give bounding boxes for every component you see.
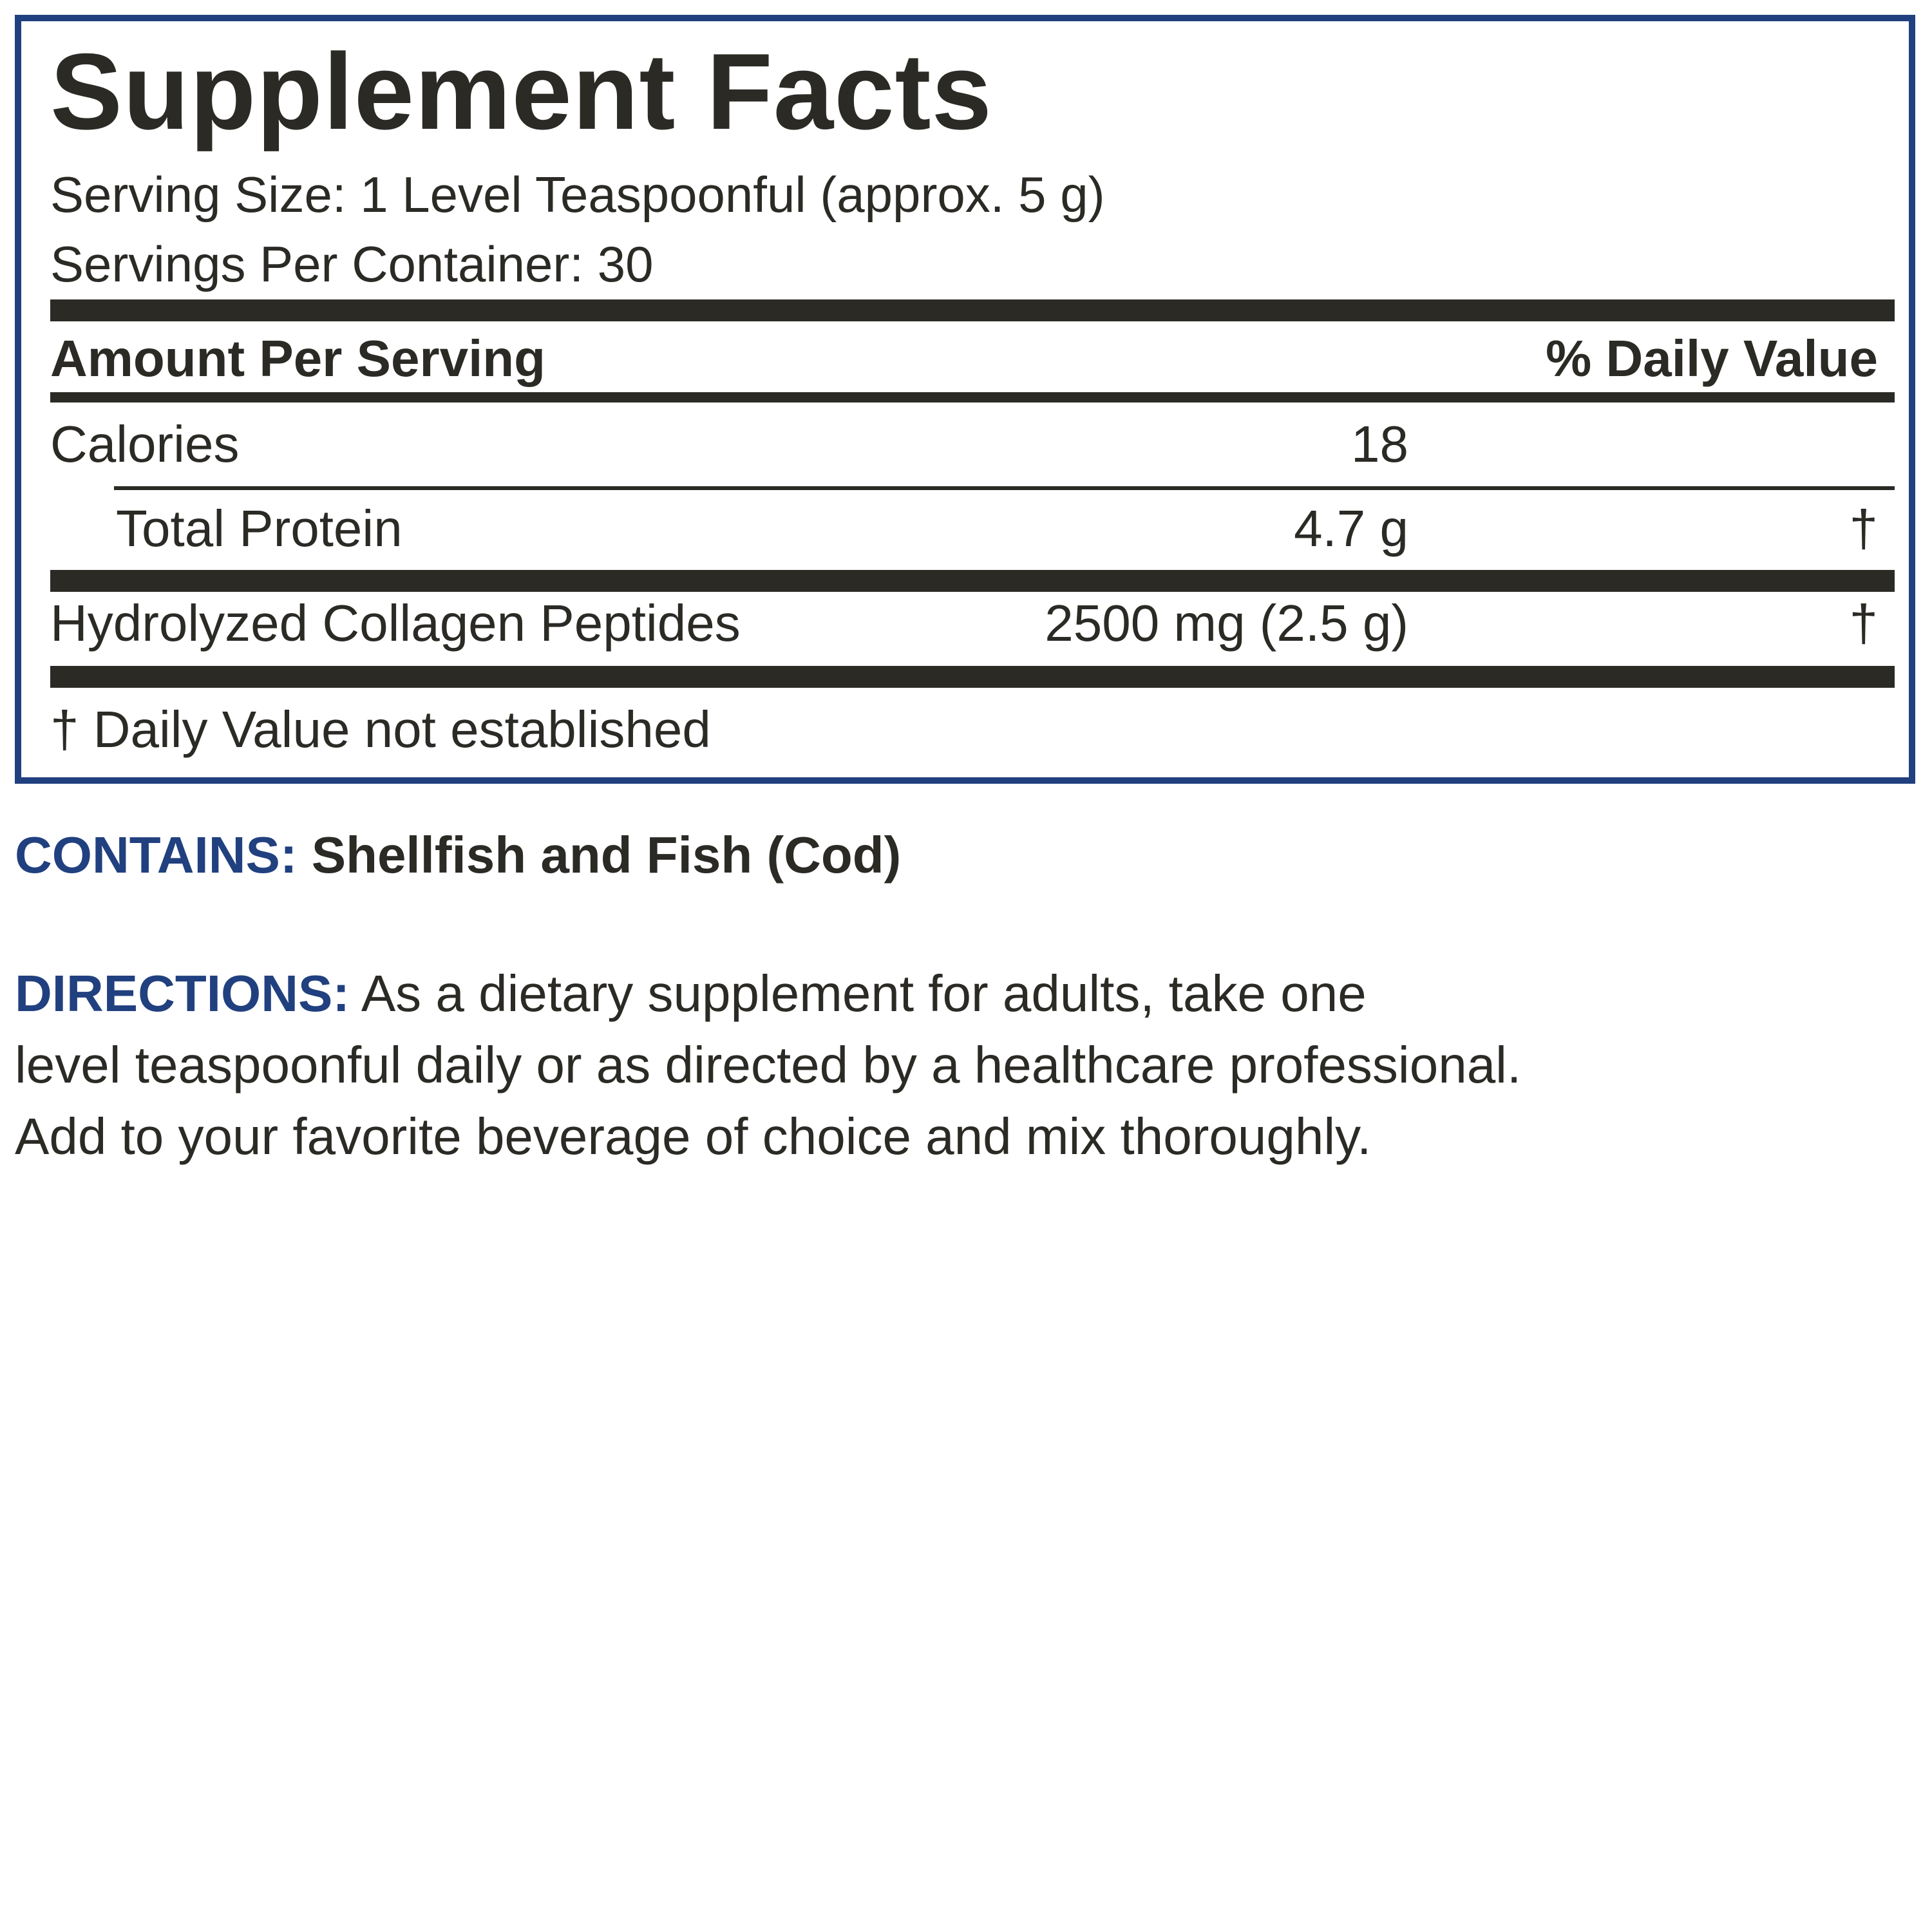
collagen-peptides-amount: 2500 mg (2.5 g) — [1045, 594, 1408, 652]
total-protein-daily-value: † — [1849, 500, 1878, 557]
amount-per-serving-header: Amount Per Serving — [50, 330, 546, 387]
directions-line-3: Add to your favorite beverage of choice and mix thoroughly. — [15, 1108, 1372, 1165]
collagen-peptides-label: Hydrolyzed Collagen Peptides — [50, 594, 741, 652]
total-protein-label: Total Protein — [116, 500, 402, 557]
supplement-facts-panel — [15, 15, 1915, 784]
directions-block — [15, 958, 1521, 1172]
calories-amount: 18 — [1351, 415, 1408, 473]
facts-title: Supplement Facts — [50, 31, 992, 152]
directions-text-1: As a dietary supplement for adults, take one — [350, 965, 1367, 1022]
directions-label: DIRECTIONS: — [15, 965, 350, 1022]
thick-divider-2 — [50, 570, 1895, 592]
thin-divider — [114, 486, 1895, 490]
contains-text: Shellfish and Fish (Cod) — [297, 826, 902, 884]
calories-label: Calories — [50, 415, 240, 473]
thick-divider-3 — [50, 666, 1895, 688]
daily-value-header: % Daily Value — [1546, 330, 1878, 387]
total-protein-amount: 4.7 g — [1294, 500, 1408, 557]
daily-value-footnote: † Daily Value not established — [50, 701, 711, 758]
contains-statement — [15, 826, 902, 884]
header-divider — [50, 392, 1895, 402]
contains-label: CONTAINS: — [15, 826, 298, 884]
directions-line-2: level teaspoonful daily or as directed by a healthcare professional. — [15, 1036, 1522, 1094]
collagen-peptides-daily-value: † — [1849, 594, 1878, 652]
servings-per-container: Servings Per Container: 30 — [50, 236, 654, 292]
directions-line-1 — [15, 958, 1521, 1029]
thick-divider — [50, 299, 1895, 321]
serving-size: Serving Size: 1 Level Teaspoonful (approx. 5 g) — [50, 166, 1105, 223]
